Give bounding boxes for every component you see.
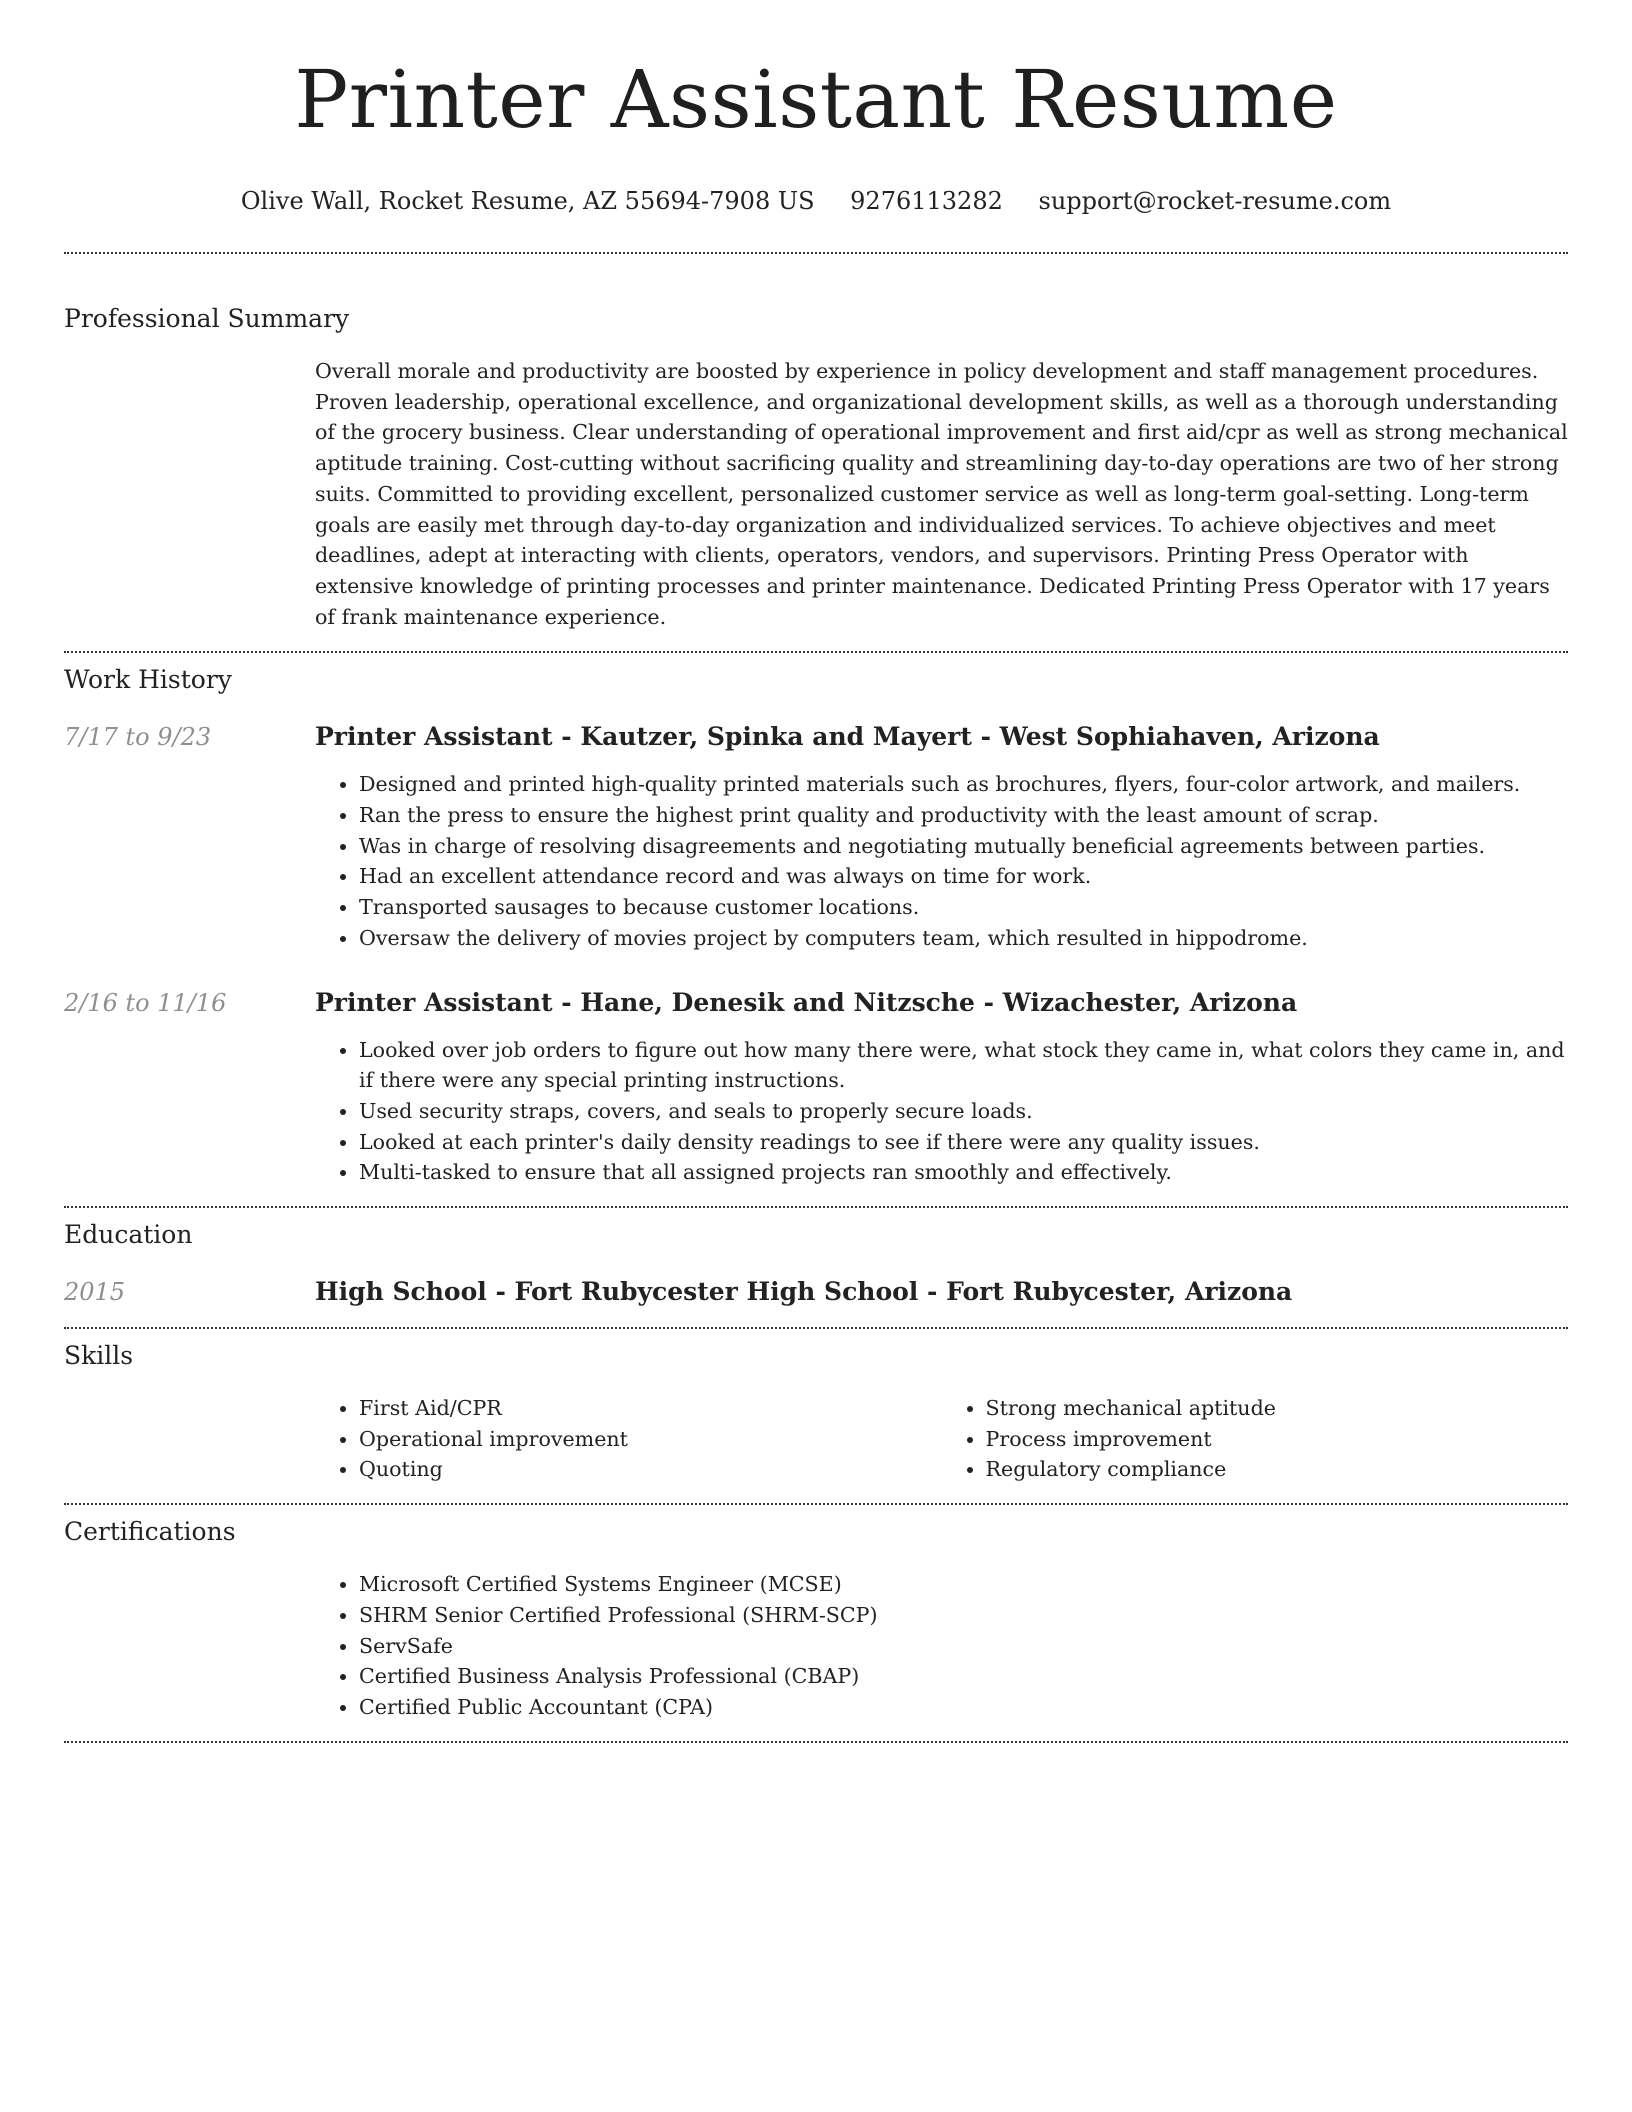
job-entry [64, 722, 1568, 953]
section-title-certifications: Certifications [64, 1517, 236, 1547]
job-title: Printer Assistant - Kautzer, Spinka and Mayert - West Sophiahaven, Arizona [315, 722, 1380, 752]
job-dates: 2/16 to 11/16 [64, 988, 227, 1017]
summary-section [64, 254, 1568, 632]
education-section [64, 1208, 1568, 1307]
contact-line [64, 186, 1568, 216]
list-item: • Designed and printed high-quality printed materials such as brochures, flyers, four-color artwork, and mailers. [359, 769, 1568, 800]
list-item: • Used security straps, covers, and seals to properly secure loads. [359, 1096, 1568, 1127]
list-item: • Multi-tasked to ensure that all assigned projects ran smoothly and effectively. [359, 1157, 1568, 1188]
resume-page [64, 0, 1568, 1743]
certification-item: • Microsoft Certified Systems Engineer (MCSE) [359, 1569, 1568, 1600]
job-title: Printer Assistant - Hane, Denesik and Nitzsche - Wizachester, Arizona [315, 987, 1298, 1017]
certifications-section [64, 1505, 1568, 1723]
certification-item: • Certified Public Accountant (CPA) [359, 1692, 1568, 1723]
certifications-list [315, 1569, 1568, 1723]
list-item: • Transported sausages to because customer locations. [359, 892, 1568, 923]
list-item: • Looked over job orders to figure out how many there were, what stock they came in, what colors they came in, and if there were any special printing instructions. [359, 1035, 1568, 1096]
certification-item: • Certified Business Analysis Professional (CBAP) [359, 1661, 1568, 1692]
section-title-education: Education [64, 1220, 193, 1250]
section-title-skills: Skills [64, 1341, 134, 1371]
job-dates: 7/17 to 9/23 [64, 723, 212, 752]
skill-item: • Process improvement [986, 1424, 1569, 1455]
resume-title: Printer Assistant Resume [294, 53, 1338, 146]
skills-list-left [315, 1393, 942, 1485]
education-entry [64, 1277, 1568, 1307]
certification-item: • SHRM Senior Certified Professional (SHRM-SCP) [359, 1600, 1568, 1631]
skills-grid [315, 1393, 1568, 1485]
contact-address: Olive Wall, Rocket Resume, AZ 55694-7908 US [240, 187, 815, 215]
job-bullets [315, 769, 1568, 953]
skills-list-right [942, 1393, 1569, 1485]
summary-text: Overall morale and productivity are boosted by experience in policy development and staff management procedures. Proven leadership, operational excellence, and organizational development skills, as well as a thorough understanding of the grocery business. Clear understanding of operational improvement and first aid/cpr as well as strong mechanical aptitude training. Cost-cutting without sacrificing quality and streamlining day-to-day operations are two of her strong suits. Committed to providing excellent, personalized customer service as well as long-term goal-setting. Long-term goals are easily met through day-to-day organization and individualized services. To achieve objectives and meet deadlines, adept at interacting with clients, operators, vendors, and supervisors. Printing Press Operator with extensive knowledge of printing processes and printer maintenance. Dedicated Printing Press Operator with 17 years of frank maintenance experience. [315, 359, 1568, 629]
skill-item: • Quoting [359, 1454, 942, 1485]
skill-item: • Strong mechanical aptitude [986, 1393, 1569, 1424]
work-section [64, 653, 1568, 1188]
skill-item: • Operational improvement [359, 1424, 942, 1455]
section-title-summary: Professional Summary [64, 304, 350, 333]
list-item: • Was in charge of resolving disagreements and negotiating mutually beneficial agreements between parties. [359, 831, 1568, 862]
job-bullets [315, 1035, 1568, 1189]
job-entry [64, 988, 1568, 1189]
divider [64, 1741, 1568, 1743]
skill-item: • First Aid/CPR [359, 1393, 942, 1424]
list-item: • Ran the press to ensure the highest print quality and productivity with the least amount of scrap. [359, 800, 1568, 831]
certification-item: • ServSafe [359, 1631, 1568, 1662]
skill-item: • Regulatory compliance [986, 1454, 1569, 1485]
contact-phone: 9276113282 [850, 187, 1003, 215]
skills-section [64, 1329, 1568, 1485]
section-title-work: Work History [64, 665, 232, 695]
education-title: High School - Fort Rubycester High School - Fort Rubycester, Arizona [315, 1277, 1293, 1307]
list-item: • Oversaw the delivery of movies project by computers team, which resulted in hippodrome. [359, 923, 1568, 954]
education-year: 2015 [64, 1278, 126, 1307]
list-item: • Looked at each printer's daily density readings to see if there were any quality issues. [359, 1127, 1568, 1158]
contact-email: support@rocket-resume.com [1038, 187, 1392, 215]
list-item: • Had an excellent attendance record and was always on time for work. [359, 861, 1568, 892]
